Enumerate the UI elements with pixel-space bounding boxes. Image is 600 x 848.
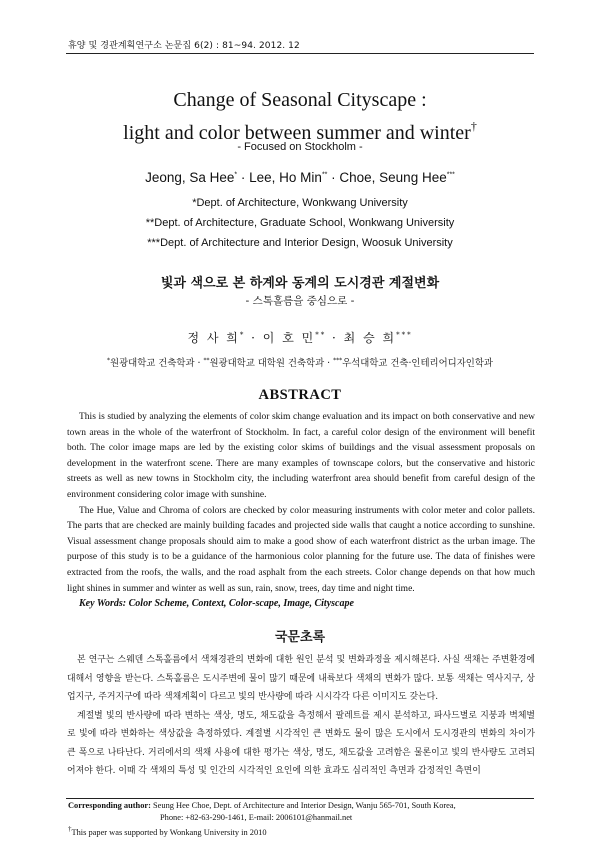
corresponding-label: Corresponding author: — [68, 801, 151, 810]
affiliation-mark: *** — [333, 356, 343, 364]
affiliation-mark: * — [107, 356, 111, 364]
affiliation-separator: · — [194, 358, 204, 369]
author-mark: *** — [446, 171, 455, 179]
author-mark: * — [234, 171, 238, 179]
korean-subtitle: - 스톡홀름을 중심으로 - — [245, 295, 355, 307]
funding-mark: † — [68, 825, 72, 833]
journal-header: 휴양 및 경관계획연구소 논문집 6(2) : 81~94. 2012. 12 — [68, 41, 300, 51]
korean-author-name: 이 호 민 — [262, 331, 316, 345]
author-separator: · — [326, 331, 344, 345]
author-list — [0, 170, 600, 185]
keywords-label: Key Words: — [79, 598, 127, 609]
affiliation-mark: ** — [203, 356, 210, 364]
affiliation: *Dept. of Architecture, Wonkwang University — [192, 197, 408, 209]
author-mark: *** — [396, 331, 413, 339]
korean-abstract-paragraph: 본 연구는 스웨덴 스톡홀름에서 색채경관의 변화에 대한 원인 분석 및 변화과정을 제시해본다. 사실 색채는 주변환경에 대해서 영향을 받는다. 스톡홀름은 도시주변에 물이 많기 때문에 내륙보다 색채의 변화가 많다. 보통 색채는 역사지구, 상업지구, 주거지구에 따라 색채계획이 다르고 빛의 반사량에 따라 시시각각 다른 이미지도 갖는다. — [67, 655, 535, 702]
korean-abstract-heading: 국문초록 — [274, 630, 326, 645]
korean-abstract-body — [67, 651, 535, 781]
korean-author-name: 최 승 희 — [343, 331, 397, 345]
affiliation: **Dept. of Architecture, Graduate School, Wonkwang University — [145, 217, 455, 229]
korean-abstract-paragraph: 계절별 빛의 반사량에 따라 변하는 색상, 명도, 채도값을 측정해서 팔레트를 제시 분석하고, 파사드별로 지붕과 벽체별로 빛에 따라 변화하는 색상값을 측정하였다. 계절별 시각적인 큰 변화도 물이 많은 도시에서 도시경관의 변화의 차이가 큰 폭으로 나타난다. 거리에서의 색채 사용에 대한 평가는 색상, 명도, 채도값을 고려함은 물론이고 빛의 반사량도 고려되어져야 한다. 이때 각 색채의 특성 및 인간의 시각적인 요인에 의한 효과도 심리적인 측면과 감정적인 측면이 — [67, 710, 535, 776]
korean-author-name: 정 사 희 — [187, 331, 240, 345]
author-name: Lee, Ho Min — [249, 170, 322, 185]
title-footnote-mark: † — [470, 119, 477, 133]
korean-author-list — [0, 329, 600, 346]
author-separator: · — [327, 170, 340, 185]
author-separator: · — [237, 170, 250, 185]
author-name: Jeong, Sa Hee — [145, 170, 235, 185]
corresponding-text: Seung Hee Choe, Dept. of Architecture and Interior Design, Wanju 565-701, South Korea, — [150, 801, 456, 810]
author-name: Choe, Seung Hee — [339, 170, 447, 185]
contact-line: Phone: +82-63-290-1461, E-mail: 2006101@hanmail.net — [160, 813, 353, 822]
keywords-line — [79, 598, 354, 609]
author-mark: ** — [321, 171, 328, 179]
funding-text: This paper was supported by Wonkang University in 2010 — [71, 827, 267, 837]
abstract-heading: ABSTRACT — [258, 387, 342, 403]
korean-affiliation: 원광대학교 대학원 건축학과 — [209, 358, 325, 369]
footnote-rule — [66, 798, 534, 799]
header-rule — [66, 53, 534, 54]
author-mark: * — [239, 331, 246, 339]
korean-affiliation: 원광대학교 건축학과 — [110, 358, 195, 369]
affiliation-separator: · — [324, 358, 334, 369]
korean-affiliation: 우석대학교 건축·인테리어디자인학과 — [342, 358, 493, 369]
keywords-text: Color Scheme, Context, Color-scape, Image, Cityscape — [128, 598, 354, 609]
korean-title: 빛과 색으로 본 하계와 동계의 도시경관 계절변화 — [160, 276, 440, 291]
affiliation: ***Dept. of Architecture and Interior Design, Woosuk University — [147, 237, 453, 249]
abstract-paragraph: This is studied by analyzing the elements of color skim change evaluation and its impact on both conservative and new town areas in the whole of the waterfront of Stockholm. In fact, a careful color design of the environment will benefit both. The color image maps are led by the existing color skims of buildings and the visual assessment proposals on development in the waterfront scene. There are many examples of townscape colors, but the conservative and historic streets as well as new towns in Stockholm city, the including waterfront area should benefit from careful design of the environment considering color image with sunshine. — [67, 412, 535, 500]
author-separator: · — [245, 331, 263, 345]
abstract-body — [67, 410, 535, 597]
paper-title-line1: Change of Seasonal Cityscape : — [173, 89, 427, 111]
korean-affiliations — [0, 355, 600, 369]
title-line2-text: light and color between summer and winter — [123, 122, 471, 144]
corresponding-author — [68, 800, 538, 812]
funding-note — [68, 824, 538, 838]
abstract-paragraph: The Hue, Value and Chroma of colors are checked by color measuring instruments with color meter and color pallets. The parts that are checked are mainly building facades and projected side walls that caught a notice according to sunshine. Visual assessment change proposals should aim to make a good show of each waterfront district as the urban image. The purpose of this study is to be a guidance of the harmonious color planning for the future use. The data of finishes were extracted from the roofs, the walls, and the road asphalt from the each streets. Color change depends on that how much light shines in summer and winter as well as sun, rain, snow, trees, day time and night time. — [67, 505, 535, 594]
author-mark: ** — [315, 331, 327, 339]
paper-subtitle: - Focused on Stockholm - — [237, 141, 363, 153]
